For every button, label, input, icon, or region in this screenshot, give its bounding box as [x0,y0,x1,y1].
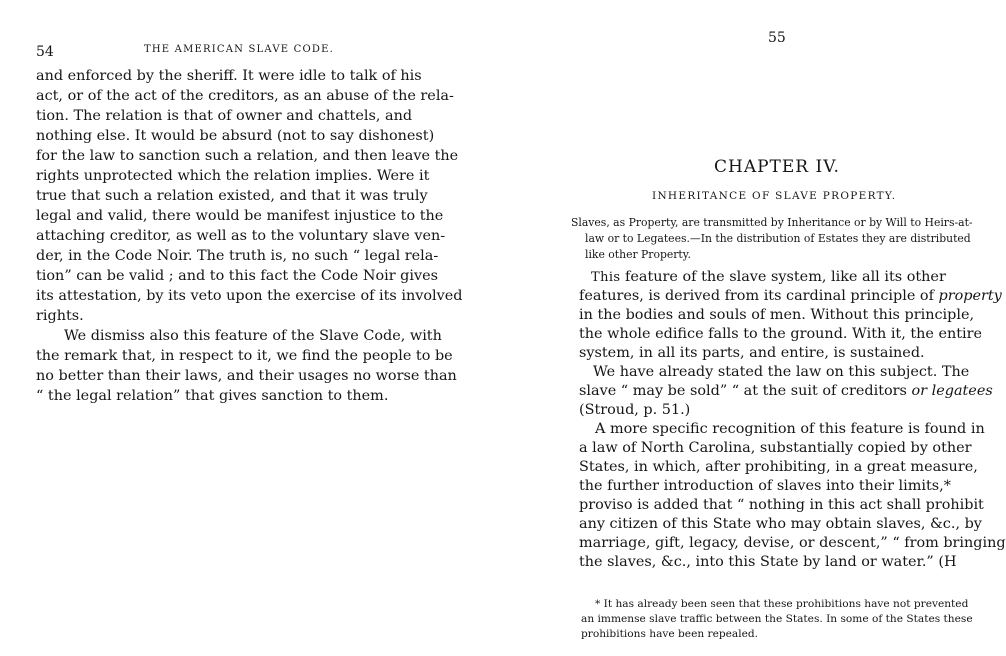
body-line: (Stroud, p. 51.) [579,402,691,418]
emphasis: property [938,288,1002,304]
body-line: der, in the Code Noir. The truth is, no such “ legal rela- [36,248,439,264]
footnote-line: prohibitions have been repealed. [581,628,759,640]
summary-line: like other Property. [585,248,691,261]
summary-line: Slaves, as Property, are transmitted by Inheritance or by Will to Heirs-at- [571,216,973,229]
body-line: for the law to sanction such a relation, and then leave the [36,148,459,164]
running-head: THE AMERICAN SLAVE CODE. [144,44,334,55]
left-page [0,0,500,656]
first-word: This [591,270,621,285]
body-line: act, or of the act of the creditors, as an abuse of the rela- [36,88,454,104]
body-line: “ the legal relation” that gives sanction to them. [36,388,389,404]
body-line: tion” can be valid ; and to this fact the Code Noir gives [36,268,439,284]
body-line: A more specific recognition of this feature is found in [595,421,985,437]
body-line: the slaves, &c., into this State by land or water.” (H [579,554,957,570]
page-number-left: 54 [36,44,54,60]
body-line: features, is derived from its cardinal principle of property [579,288,1002,304]
body-line: no better than their laws, and their usages no worse than [36,368,457,384]
body-line: and enforced by the sheriff. It were idle to talk of his [36,68,422,84]
summary-line: law or to Legatees.—In the distribution of Estates they are distributed [585,232,971,245]
emphasis: or legatees [911,383,993,399]
page-number-right: 55 [768,30,786,46]
body-line: This feature of the slave system, like all its other [591,269,946,285]
body-line: a law of North Carolina, substantially copied by other [579,440,972,456]
body-line: true that such a relation existed, and that it was truly [36,188,428,204]
body-line: any citizen of this State who may obtain slaves, &c., by [579,516,982,532]
body-line: rights. [36,308,84,324]
body-line: We dismiss also this feature of the Slave Code, with [64,328,442,344]
body-line: the further introduction of slaves into their limits,* [579,478,951,494]
chapter-title: CHAPTER IV. [714,157,840,177]
left-body-text [36,66,476,426]
footnote-line: an immense slave traffic between the States. In some of the States these [581,613,973,625]
body-line: nothing else. It would be absurd (not to say dishonest) [36,128,435,144]
right-page [500,0,1006,656]
body-line: the whole edifice falls to the ground. With it, the entire [579,326,983,342]
body-line: rights unprotected which the relation implies. Were it [36,168,430,184]
body-line: attaching creditor, as well as to the voluntary slave ven- [36,228,446,244]
footnote-line: * It has already been seen that these prohibitions have not prevented [595,598,969,610]
body-line: its attestation, by its veto upon the exercise of its involved [36,288,463,304]
body-line: legal and valid, there would be manifest injustice to the [36,208,444,224]
body-line: States, in which, after prohibiting, in a great measure, [579,459,978,475]
body-line: tion. The relation is that of owner and chattels, and [36,108,413,124]
body-line: We have already stated the law on this subject. The [593,364,970,380]
body-line: marriage, gift, legacy, devise, or descent,” “ from bringing [579,535,1006,551]
body-line: slave “ may be sold” “ at the suit of creditors or legatees [579,383,993,399]
body-line: in the bodies and souls of men. Without this principle, [579,307,975,323]
body-line: system, in all its parts, and entire, is sustained. [579,345,925,361]
body-line: proviso is added that “ nothing in this act shall prohibit [579,497,984,513]
body-line: the remark that, in respect to it, we find the people to be [36,348,453,364]
chapter-subtitle: INHERITANCE OF SLAVE PROPERTY. [652,190,897,202]
